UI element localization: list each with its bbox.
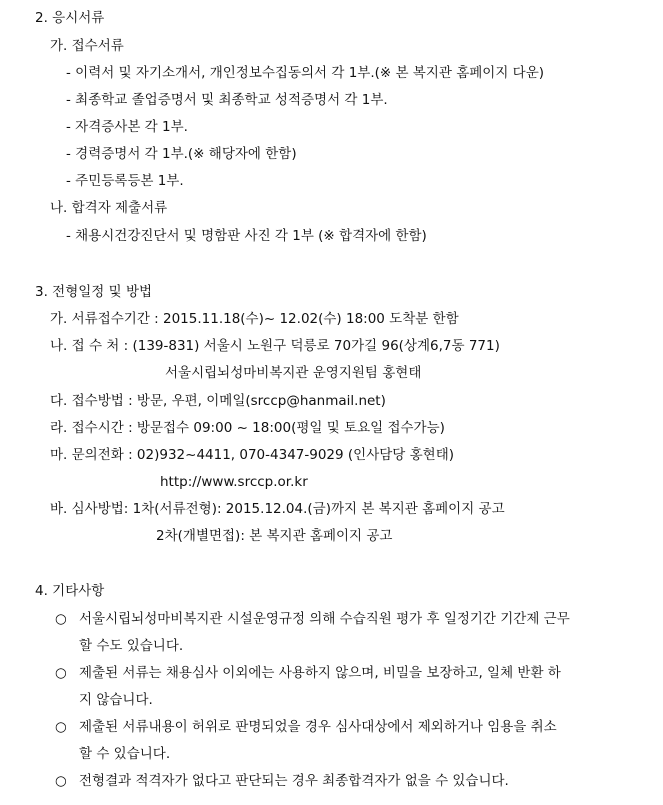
schedule-row-continuation: 2차(개별면접): 본 복지관 홈페이지 공고	[156, 528, 393, 544]
schedule-row: 나. 접 수 처 : (139-831) 서울시 노원구 덕릉로 70가길 96(상계6,7동 771)	[50, 338, 500, 354]
note-text-continuation: 할 수도 있습니다.	[79, 638, 184, 654]
note-text-continuation: 할 수 있습니다.	[79, 746, 171, 762]
schedule-row: 바. 심사방법: 1차(서류전형): 2015.12.04.(금)까지 본 복지관 홈페이지 공고	[50, 501, 505, 517]
section-2-heading: 2. 응시서류	[35, 10, 105, 26]
list-item: - 이력서 및 자기소개서, 개인정보수집동의서 각 1부.(※ 본 복지관 홈페이지 다운)	[66, 65, 545, 81]
circle-bullet-icon: ○	[55, 611, 67, 627]
note-item	[55, 772, 509, 790]
schedule-row: 다. 접수방법 : 방문, 우편, 이메일(srccp@hanmail.net)	[50, 393, 386, 409]
note-text: 제출된 서류는 채용심사 이외에는 사용하지 않으며, 비밀을 보장하고, 일체 반환 하	[79, 665, 561, 681]
note-text: 전형결과 적격자가 없다고 판단되는 경우 최종합격자가 없을 수 있습니다.	[79, 773, 509, 789]
note-item	[55, 664, 561, 682]
section-2a-title: 가. 접수서류	[50, 38, 124, 54]
list-item: - 최종학교 졸업증명서 및 최종학교 성적증명서 각 1부.	[66, 92, 388, 108]
note-item	[55, 610, 570, 628]
section-4-heading: 4. 기타사항	[35, 583, 105, 599]
circle-bullet-icon: ○	[55, 665, 67, 681]
schedule-row-continuation: 서울시립뇌성마비복지관 운영지원팀 홍현태	[165, 365, 422, 381]
note-text: 서울시립뇌성마비복지관 시설운영규정 의해 수습직원 평가 후 일정기간 기간제 근무	[79, 611, 570, 627]
list-item: - 자격증사본 각 1부.	[66, 119, 188, 135]
schedule-row: 라. 접수시간 : 방문접수 09:00 ~ 18:00(평일 및 토요일 접수가능)	[50, 420, 445, 436]
note-text: 제출된 서류내용이 허위로 판명되었을 경우 심사대상에서 제외하거나 임용을 취소	[79, 719, 557, 735]
website-link[interactable]: http://www.srccp.or.kr	[160, 474, 308, 490]
note-text-continuation: 지 않습니다.	[79, 692, 153, 708]
schedule-row: 가. 서류접수기간 : 2015.11.18(수)~ 12.02(수) 18:00 도착분 한함	[50, 311, 459, 327]
list-item: - 채용시건강진단서 및 명함판 사진 각 1부 (※ 합격자에 한함)	[66, 228, 427, 244]
list-item: - 주민등록등본 1부.	[66, 173, 184, 189]
schedule-row: 마. 문의전화 : 02)932~4411, 070-4347-9029 (인사담당 홍현태)	[50, 447, 455, 463]
section-3-heading: 3. 전형일정 및 방법	[35, 284, 153, 300]
circle-bullet-icon: ○	[55, 773, 67, 789]
note-item	[55, 718, 557, 736]
circle-bullet-icon: ○	[55, 719, 67, 735]
section-2b-title: 나. 합격자 제출서류	[50, 200, 168, 216]
list-item: - 경력증명서 각 1부.(※ 해당자에 한함)	[66, 146, 297, 162]
